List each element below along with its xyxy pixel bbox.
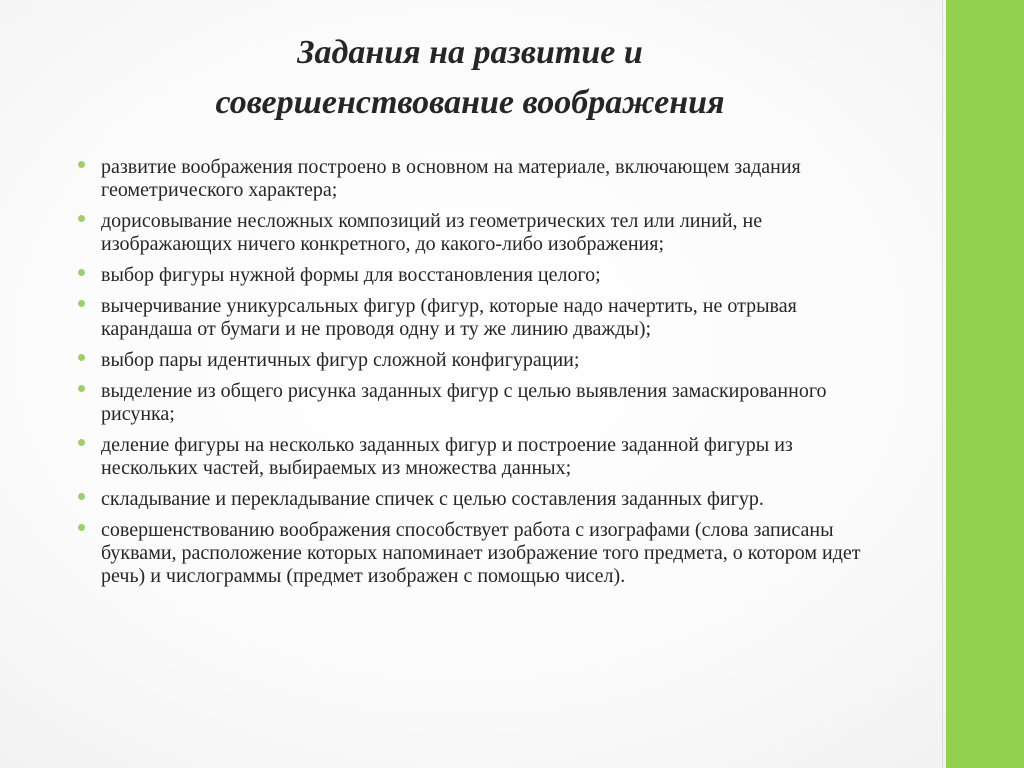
bullet-item	[78, 519, 878, 588]
bullet-dot-icon	[78, 524, 85, 531]
bullet-text: деление фигуры на несколько заданных фигур и построение заданной фигуры из нескольких частей, выбираемых из множества данных;	[101, 434, 793, 479]
bullet-dot-icon	[78, 300, 85, 307]
bullet-dot-icon	[78, 215, 85, 222]
bullet-item	[78, 156, 878, 202]
slide-title	[60, 28, 880, 128]
side-divider-line	[942, 0, 943, 768]
bullet-dot-icon	[78, 385, 85, 392]
bullet-item	[78, 295, 878, 341]
bullet-dot-icon	[78, 269, 85, 276]
bullet-dot-icon	[78, 354, 85, 361]
bullet-item	[78, 380, 878, 426]
bullet-text: выбор фигуры нужной формы для восстановления целого;	[101, 264, 601, 286]
bullet-text: вычерчивание уникурсальных фигур (фигур, которые надо начертить, не отрывая карандаша от бумаги и не проводя одну и ту же линию дважды);	[101, 295, 797, 340]
bullet-text: развитие воображения построено в основном на материале, включающем задания геометрического характера;	[101, 156, 801, 201]
bullet-item	[78, 434, 878, 480]
bullet-item	[78, 210, 878, 256]
bullet-text: совершенствованию воображения способствует работа с изографами (слова записаны буквами, расположение которых напоминает изображение того предмета, о котором идет речь) и числограммы (предмет изображен с помощью чисел).	[101, 519, 861, 587]
bullet-text: дорисовывание несложных композиций из геометрических тел или линий, не изображающих ничего конкретного, до какого-либо изображения;	[101, 210, 763, 255]
bullet-dot-icon	[78, 493, 85, 500]
bullet-text: выбор пары идентичных фигур сложной конфигурации;	[101, 349, 580, 371]
bullet-text: складывание и перекладывание спичек с целью составления заданных фигур.	[101, 488, 764, 510]
bullet-dot-icon	[78, 439, 85, 446]
bullet-dot-icon	[78, 161, 85, 168]
bullet-item	[78, 488, 878, 511]
bullet-item	[78, 264, 878, 287]
accent-side-bar	[946, 0, 1024, 768]
bullet-item	[78, 349, 878, 372]
bullet-list	[78, 156, 878, 596]
slide-title-line-2: совершенствование воображения	[215, 84, 725, 121]
bullet-text: выделение из общего рисунка заданных фигур с целью выявления замаскированного рисунка;	[101, 380, 827, 425]
slide-title-line-1: Задания на развитие и	[297, 34, 643, 71]
